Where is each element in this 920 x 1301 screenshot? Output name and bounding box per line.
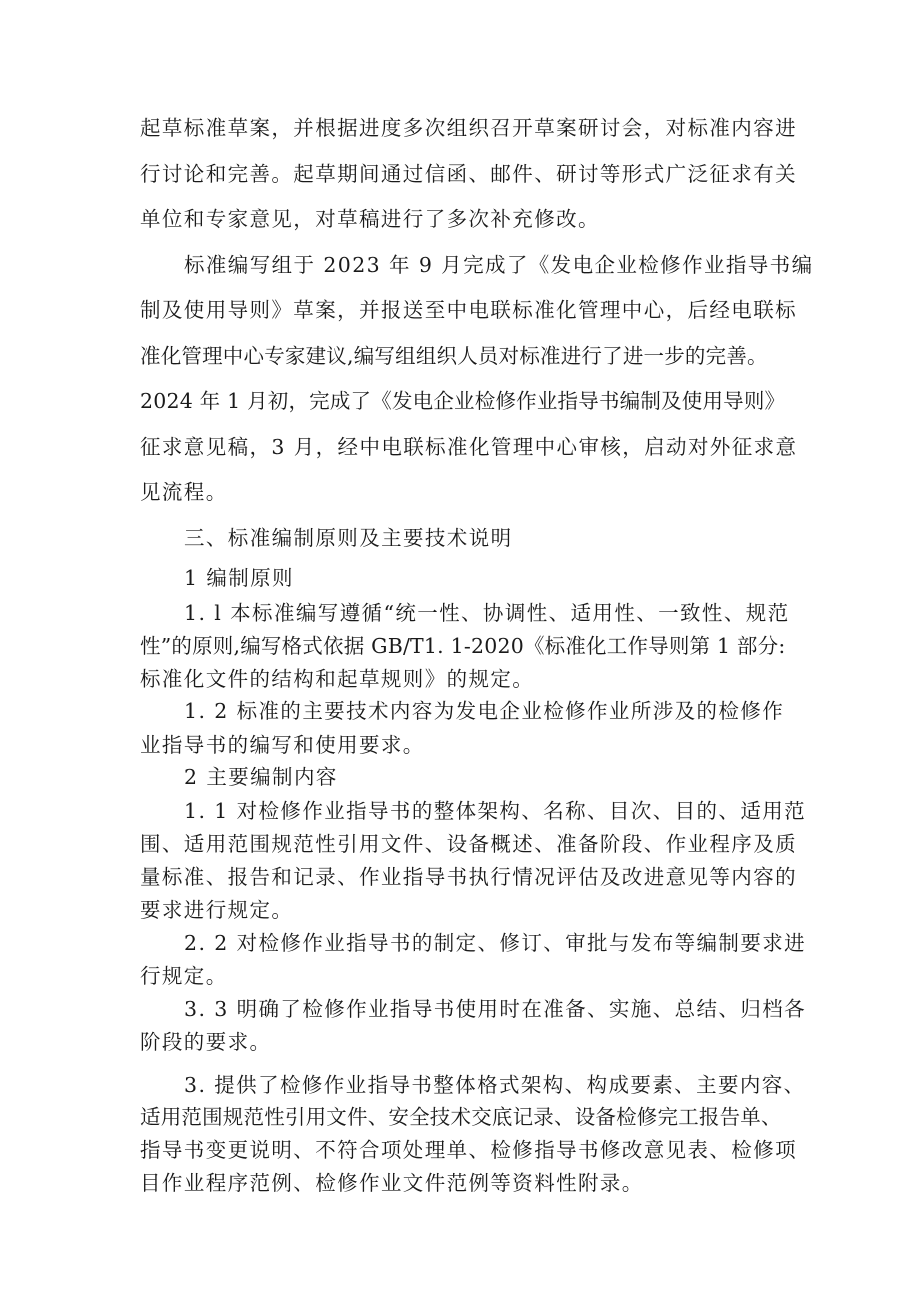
paragraph-line: 标准化文件的结构和起草规则》的规定。 — [140, 667, 535, 691]
subsection-heading: 1 编制原则 — [184, 566, 294, 590]
paragraph-line: 阶段的要求。 — [140, 1030, 272, 1054]
paragraph-line: 制及使用导则》草案，并报送至中电联标准化管理中心，后经电联标 — [140, 298, 797, 322]
paragraph-line: 行规定。 — [140, 964, 228, 988]
paragraph-line: 1. 2 标准的主要技术内容为发电企业检修作业所涉及的检修作 — [184, 699, 785, 723]
paragraph-line: 要求进行规定。 — [140, 898, 294, 922]
subsection-heading: 2 主要编制内容 — [184, 765, 338, 789]
paragraph-line: 3. 提供了检修作业指导书整体格式架构、构成要素、主要内容、 — [184, 1073, 806, 1097]
paragraph-line: 2. 2 对检修作业指导书的制定、修订、审批与发布等编制要求进 — [184, 931, 807, 955]
paragraph-line: 量标准、报告和记录、作业指导书执行情况评估及改进意见等内容的 — [140, 865, 797, 889]
paragraph-line: 业指导书的编写和使用要求。 — [140, 733, 425, 757]
paragraph-line: 3. 3 明确了检修作业指导书使用时在准备、实施、总结、归档各 — [184, 997, 807, 1021]
paragraph-line: 围、适用范围规范性引用文件、设备概述、准备阶段、作业程序及质 — [140, 832, 797, 856]
paragraph-line: 目作业程序范例、检修作业文件范例等资料性附录。 — [140, 1171, 644, 1195]
paragraph-line: 2024 年 1 月初，完成了《发电企业检修作业指导书编制及使用导则》 — [140, 389, 786, 413]
paragraph-line: 单位和专家意见，对草稿进行了多次补充修改。 — [140, 207, 600, 231]
paragraph-line: 指导书变更说明、不符合项处理单、检修指导书修改意见表、检修项 — [140, 1138, 797, 1162]
paragraph-line: 见流程。 — [140, 480, 228, 504]
paragraph-line: 征求意见稿，3 月，经中电联标准化管理中心审核，启动对外征求意 — [140, 435, 798, 459]
paragraph-line: 起草标准草案，并根据进度多次组织召开草案研讨会，对标准内容进 — [140, 116, 797, 140]
section-heading: 三、标准编制原则及主要技术说明 — [184, 526, 513, 550]
paragraph-line: 标准编写组于 2023 年 9 月完成了《发电企业检修作业指导书编 — [184, 253, 814, 277]
paragraph-line: 适用范围规范性引用文件、安全技术交底记录、设备检修完工报告单、 — [140, 1105, 782, 1129]
paragraph-line: 1. 1 对检修作业指导书的整体架构、名称、目次、目的、适用范 — [184, 799, 807, 823]
paragraph-line: 准化管理中心专家建议,编写组组织人员对标准进行了进一步的完善。 — [140, 344, 768, 368]
paragraph-line: 性”的原则,编写格式依据 GB/T1. 1-2020《标准化工作导则第 1 部分: — [140, 634, 786, 658]
paragraph-line: 1. l 本标准编写遵循“统一性、协调性、适用性、一致性、规范 — [184, 601, 790, 625]
paragraph-line: 行讨论和完善。起草期间通过信函、邮件、研讨等形式广泛征求有关 — [140, 162, 797, 186]
